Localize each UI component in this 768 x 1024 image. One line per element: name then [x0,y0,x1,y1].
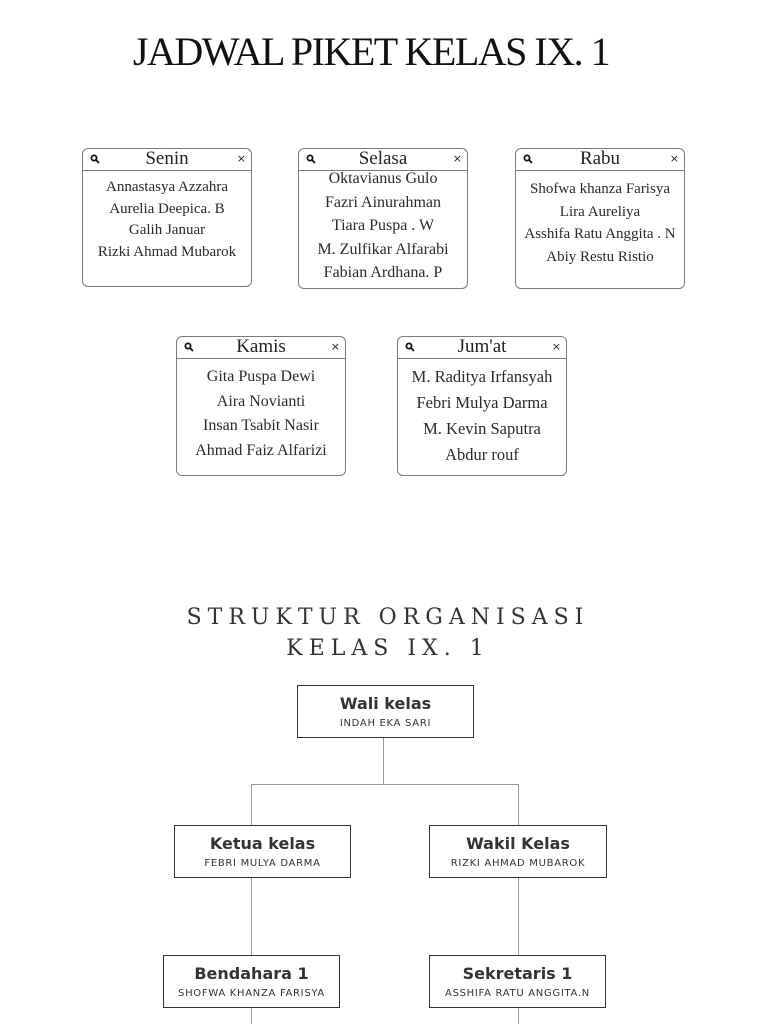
connector-line [383,737,384,785]
member-name: M. Zulfikar Alfarabi [317,240,449,258]
member-name: Aira Novianti [216,392,306,410]
person-name: ASSHIFA RATU ANGGITA.N [445,988,590,999]
card-header [398,337,566,359]
member-name: Aurelia Deepica. B [109,200,225,217]
connector-line [251,1007,252,1024]
member-list [516,178,684,268]
org-box-sekretaris [429,955,606,1008]
close-icon[interactable]: × [330,340,340,353]
search-icon[interactable] [184,342,194,352]
connector-line [251,784,518,785]
card-header [516,149,684,171]
member-name: Fabian Ardhana. P [323,264,443,281]
day-title: Selasa [358,148,408,169]
role-label: Wali kelas [339,694,432,713]
schedule-card-jumat [397,336,567,476]
connector-line [518,877,519,955]
connector-line [251,877,252,955]
schedule-card-selasa [298,148,468,289]
member-name: Abiy Restu Ristio [546,248,654,265]
card-header [177,337,345,359]
day-title: Senin [145,148,189,169]
close-icon[interactable]: × [236,152,246,165]
person-name: SHOFWA KHANZA FARISYA [178,988,325,999]
role-label: Ketua kelas [209,834,316,853]
member-name: Galih Januar [128,222,206,238]
member-name: Gita Puspa Dewi [206,368,316,385]
close-icon[interactable]: × [551,340,561,353]
day-title: Jum'at [457,336,507,357]
card-header [83,149,251,171]
schedule-card-senin [82,148,252,287]
close-icon[interactable]: × [452,152,462,165]
role-label: Bendahara 1 [194,964,309,983]
search-icon[interactable] [306,154,316,164]
member-name: M. Raditya Irfansyah [411,367,553,386]
member-list [398,364,566,468]
org-title-line1: STRUKTUR ORGANISASI [186,605,590,630]
org-box-bendahara [163,955,340,1008]
person-name: FEBRI MULYA DARMA [204,858,321,869]
member-name: Shofwa khanza Farisya [530,181,670,197]
schedule-card-rabu [515,148,685,289]
member-list [299,167,467,285]
org-box-ketua-kelas [174,825,351,878]
member-name: Annastasya Azzahra [105,179,229,195]
member-name: Lira Aureliya [559,203,641,220]
org-box-wakil-kelas [429,825,607,878]
member-list [83,177,251,263]
member-name: Fazri Ainurahman [325,193,441,211]
member-name: Asshifa Ratu Anggita . N [524,226,676,242]
member-name: M. Kevin Saputra [423,419,541,438]
org-box-wali-kelas [297,685,474,738]
day-title: Rabu [579,148,621,169]
member-list [177,365,345,463]
search-icon[interactable] [405,342,415,352]
member-name: Rizki Ahmad Mubarok [97,243,237,260]
person-name: INDAH EKA SARI [339,718,432,729]
connector-line [251,784,252,825]
role-label: Wakil Kelas [466,834,570,853]
close-icon[interactable]: × [669,152,679,165]
member-name: Ahmad Faiz Alfarizi [195,441,327,459]
member-name: Tiara Puspa . W [331,217,435,234]
org-title-line2: KELAS IX. 1 [286,636,490,661]
member-name: Insan Tsabit Nasir [203,417,319,434]
search-icon[interactable] [90,154,100,164]
member-name: Oktavianus Gulo [328,170,438,187]
search-icon[interactable] [523,154,533,164]
person-name: RIZKI AHMAD MUBAROK [450,858,586,869]
role-label: Sekretaris 1 [462,964,573,983]
connector-line [518,1007,519,1024]
schedule-card-kamis [176,336,346,476]
day-title: Kamis [236,336,286,357]
page-title: JADWAL PIKET KELAS IX. 1 [132,29,610,74]
member-name: Febri Mulya Darma [416,393,548,412]
connector-line [518,784,519,825]
member-name: Abdur rouf [445,445,519,464]
